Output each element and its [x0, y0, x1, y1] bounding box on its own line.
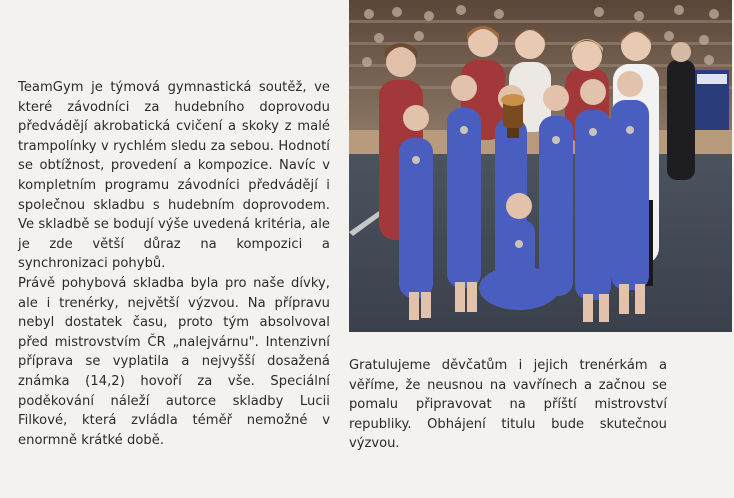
article-right-column: [349, 356, 667, 454]
article-paragraph-1: TeamGym je týmová gymnastická soutěž, ve které závodníci za hudebního doprovodu předvádějí akrobatická cvičení a skoky z malé trampolínky v rychlém sledu za sebou. Hodnotí se obtížnost, provedení a kompozice. Navíc v kompletním programu závodníci předvádějí i společnou skladbu s hudebním doprovodem. Ve skladbě se bodují výše uvedená kritéria, ale je zde větší důraz na kompozici a synchronizaci pohybů.: [18, 80, 330, 272]
article-paragraph-3: Gratulujeme děvčatům i jejich trenérkám a věříme, že neusnou na vavřínech a začnou se pomalu připravovat na příští mistrovství republiky. Obhájení titulu bude skutečnou výzvou.: [349, 358, 667, 452]
team-photo: [349, 0, 732, 332]
article-paragraph-2: Právě pohybová skladba byla pro naše dívky, ale i trenérky, největší výzvou. Na přípravu nebyl dostatek času, proto tým absolvoval před mistrovstvím ČR „nalejvárnu". Intenzivní příprava se vyplatila a nejvyšší dosažená známka (14,2) hovoří za vše. Speciální poděkování náleží autorce skladby Lucii Filkové, která zvládla téměř nemožné v enormně krátké době.: [18, 275, 330, 448]
article-left-column: [18, 78, 330, 450]
